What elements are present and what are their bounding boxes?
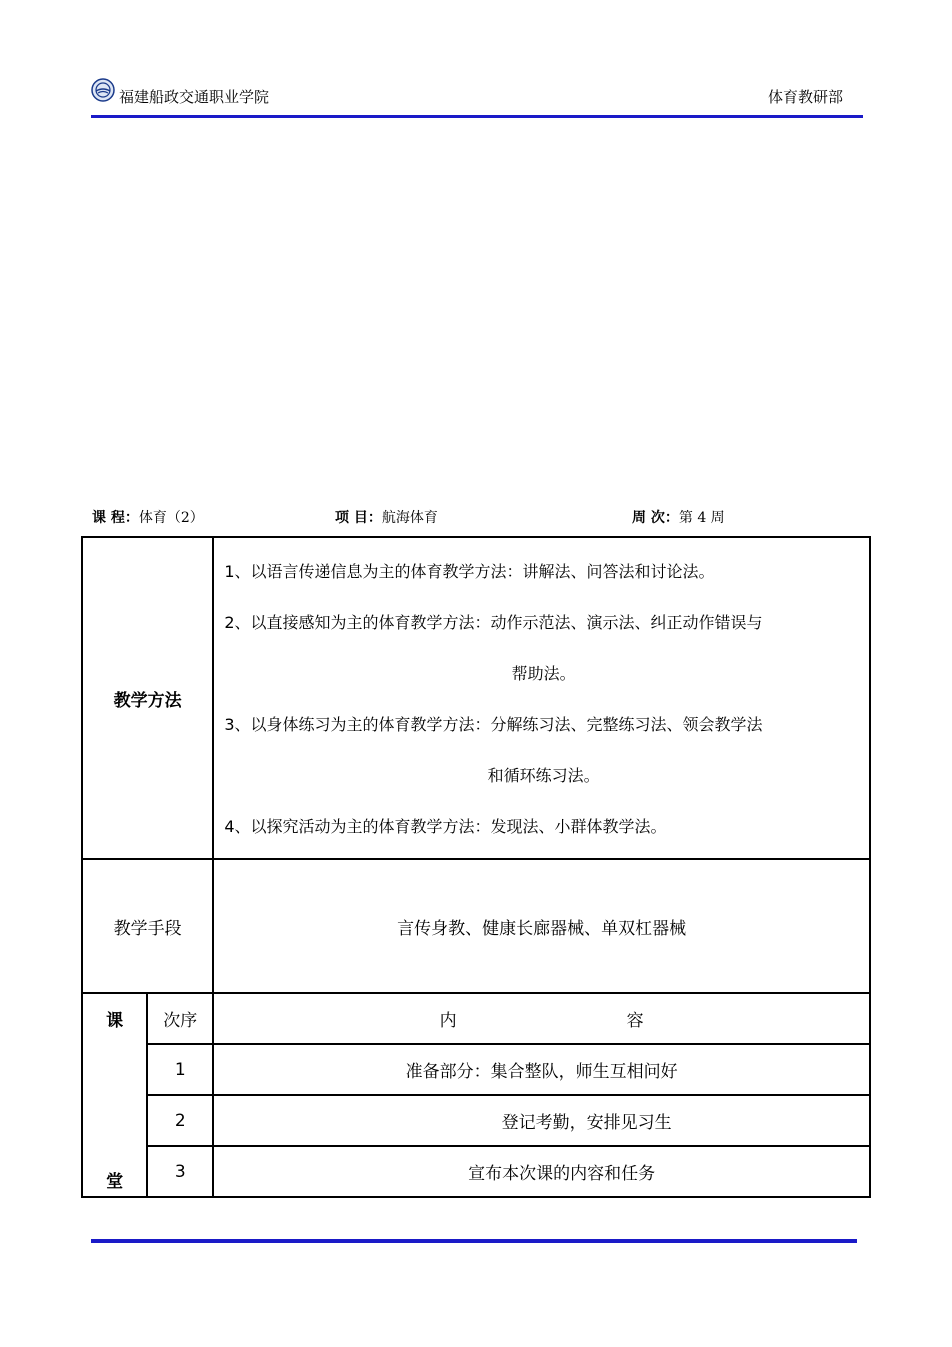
seq-header: 次序 [147,993,213,1044]
method-text: 4、以探究活动为主的体育教学方法：发现法、小群体教学法。 [224,817,667,836]
method-text: 2、以直接感知为主的体育教学方法：动作示范法、演示法、纠正动作错误与 [224,613,763,632]
footer-divider [91,1239,857,1243]
method-item [224,699,863,801]
table-row [82,1044,870,1095]
table-row [82,1146,870,1197]
methods-label: 教学方法 [82,537,213,859]
methods-list [213,537,870,859]
school-name: 福建船政交通职业学院 [119,88,270,106]
course-label: 课 程： [92,510,139,526]
content-text: 登记考勤，安排见习生 [501,1113,672,1133]
table-row [82,1095,870,1146]
header-divider [91,115,863,118]
school-logo-icon [91,78,115,102]
page-header [91,72,863,118]
means-value: 言传身教、健康长廊器械、单双杠器械 [213,859,870,993]
content-header-right: 容 [626,1011,644,1031]
content-cell [213,1146,870,1197]
method-continuation: 帮助法。 [511,664,576,683]
lesson-plan-table [81,536,871,1198]
method-continuation: 和循环练习法。 [487,766,600,785]
department-name: 体育教研部 [767,88,843,106]
project-value: 航海体育 [381,510,438,526]
method-text: 3、以身体练习为主的体育教学方法：分解练习法、完整练习法、领会教学法 [224,715,763,734]
content-cell: 准备部分：集合整队，师生互相问好 [213,1044,870,1095]
week-value: 第 4 周 [678,510,725,526]
seq-cell: 1 [147,1044,213,1095]
seq-cell: 2 [147,1095,213,1146]
method-text: 1、以语言传递信息为主的体育教学方法：讲解法、问答法和讨论法。 [224,562,715,581]
course-value: 体育（2） [138,510,204,526]
seq-cell: 3 [147,1146,213,1197]
course-info [92,507,204,527]
class-label-top: 课 [106,1011,124,1031]
means-row [82,859,870,993]
means-label: 教学手段 [82,859,213,993]
project-label: 项 目： [335,510,382,526]
content-header [213,993,870,1044]
week-label: 周 次： [632,510,679,526]
methods-row [82,537,870,859]
method-item [224,597,863,699]
content-text: 宣布本次课的内容和任务 [468,1164,656,1184]
method-item [224,546,863,597]
project-info [335,507,438,527]
week-info [632,507,725,527]
content-header-left: 内 [439,1011,457,1031]
method-item [224,801,863,852]
content-cell [213,1095,870,1146]
class-header-row [82,993,870,1044]
class-section-label [82,993,147,1197]
class-label-bottom: 堂 [106,1172,124,1192]
